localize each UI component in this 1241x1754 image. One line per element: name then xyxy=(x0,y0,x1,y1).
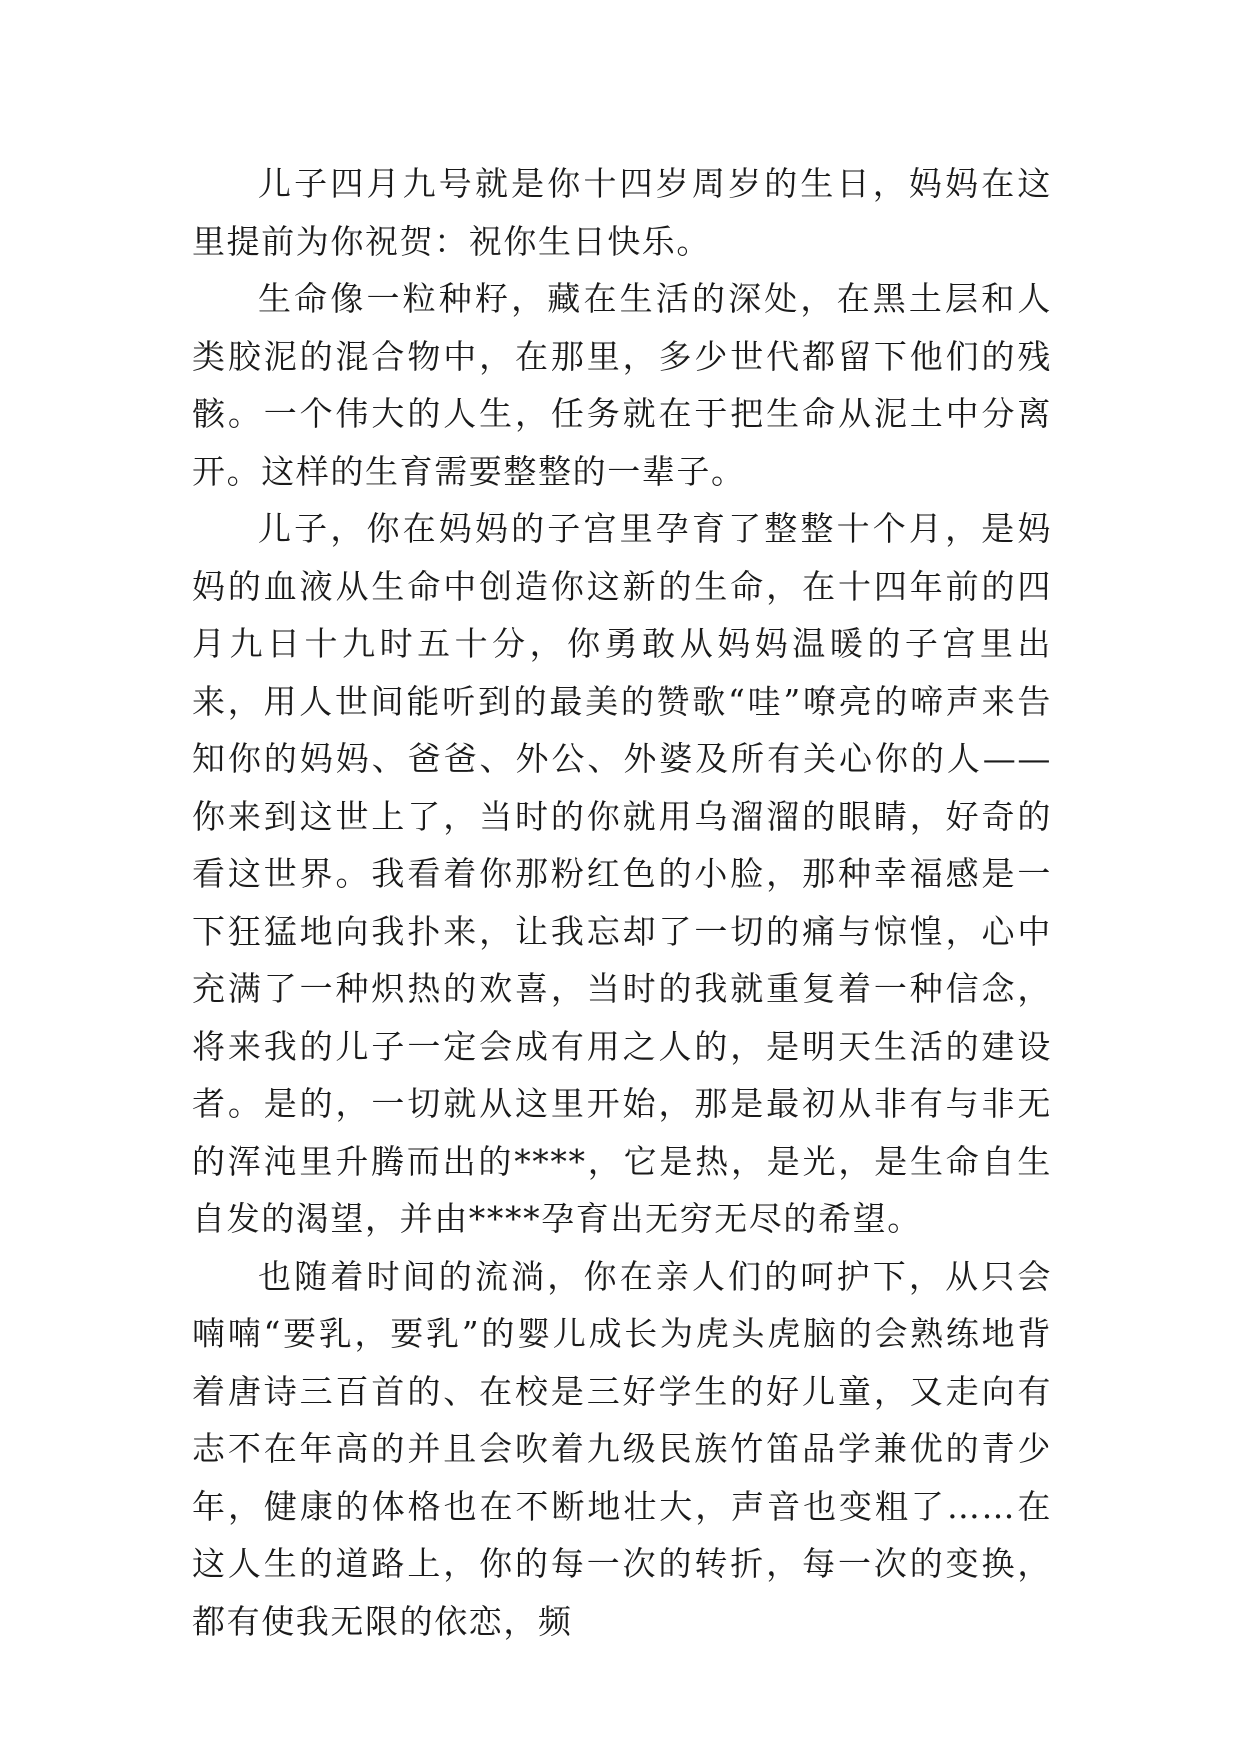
paragraph-life-seed: 生命像一粒种籽，藏在生活的深处，在黑土层和人类胶泥的混合物中，在那里，多少世代都留下他们的残骸。一个伟大的人生，任务就在于把生命从泥土中分离开。这样的生育需要整整的一辈子。 xyxy=(192,279,1052,491)
paragraph-birth-story: 儿子，你在妈妈的子宫里孕育了整整十个月，是妈妈的血液从生命中创造你这新的生命，在十四年前的四月九日十九时五十分，你勇敢从妈妈温暖的子宫里出来，用人世间能听到的最美的赞歌“哇”嘹亮的啼声来告知你的妈妈、爸爸、外公、外婆及所有关心你的人——你来到这世上了，当时的你就用乌溜溜的眼睛，好奇的看这世界。我看着你那粉红色的小脸，那种幸福感是一下狂猛地向我扑来，让我忘却了一切的痛与惊惶，心中充满了一种炽热的欢喜，当时的我就重复着一种信念，将来我的儿子一定会成有用之人的，是明天生活的建设者。是的，一切就从这里开始，那是最初从非有与非无的浑沌里升腾而出的****，它是热，是光，是生命自生自发的渴望，并由****孕育出无穷无尽的希望。 xyxy=(192,509,1052,1238)
paragraph-growing-up: 也随着时间的流淌，你在亲人们的呵护下，从只会喃喃“要乳，要乳”的婴儿成长为虎头虎脑的会熟练地背着唐诗三百首的、在校是三好学生的好儿童，又走向有志不在年高的并且会吹着九级民族竹笛品学兼优的青少年，健康的体格也在不断地壮大，声音也变粗了……在这人生的道路上，你的每一次的转折，每一次的变换，都有使我无限的依恋，频 xyxy=(192,1256,1052,1641)
body-text xyxy=(192,155,1052,1650)
paragraph-birthday-greeting: 儿子四月九号就是你十四岁周岁的生日，妈妈在这里提前为你祝贺：祝你生日快乐。 xyxy=(192,164,1052,261)
